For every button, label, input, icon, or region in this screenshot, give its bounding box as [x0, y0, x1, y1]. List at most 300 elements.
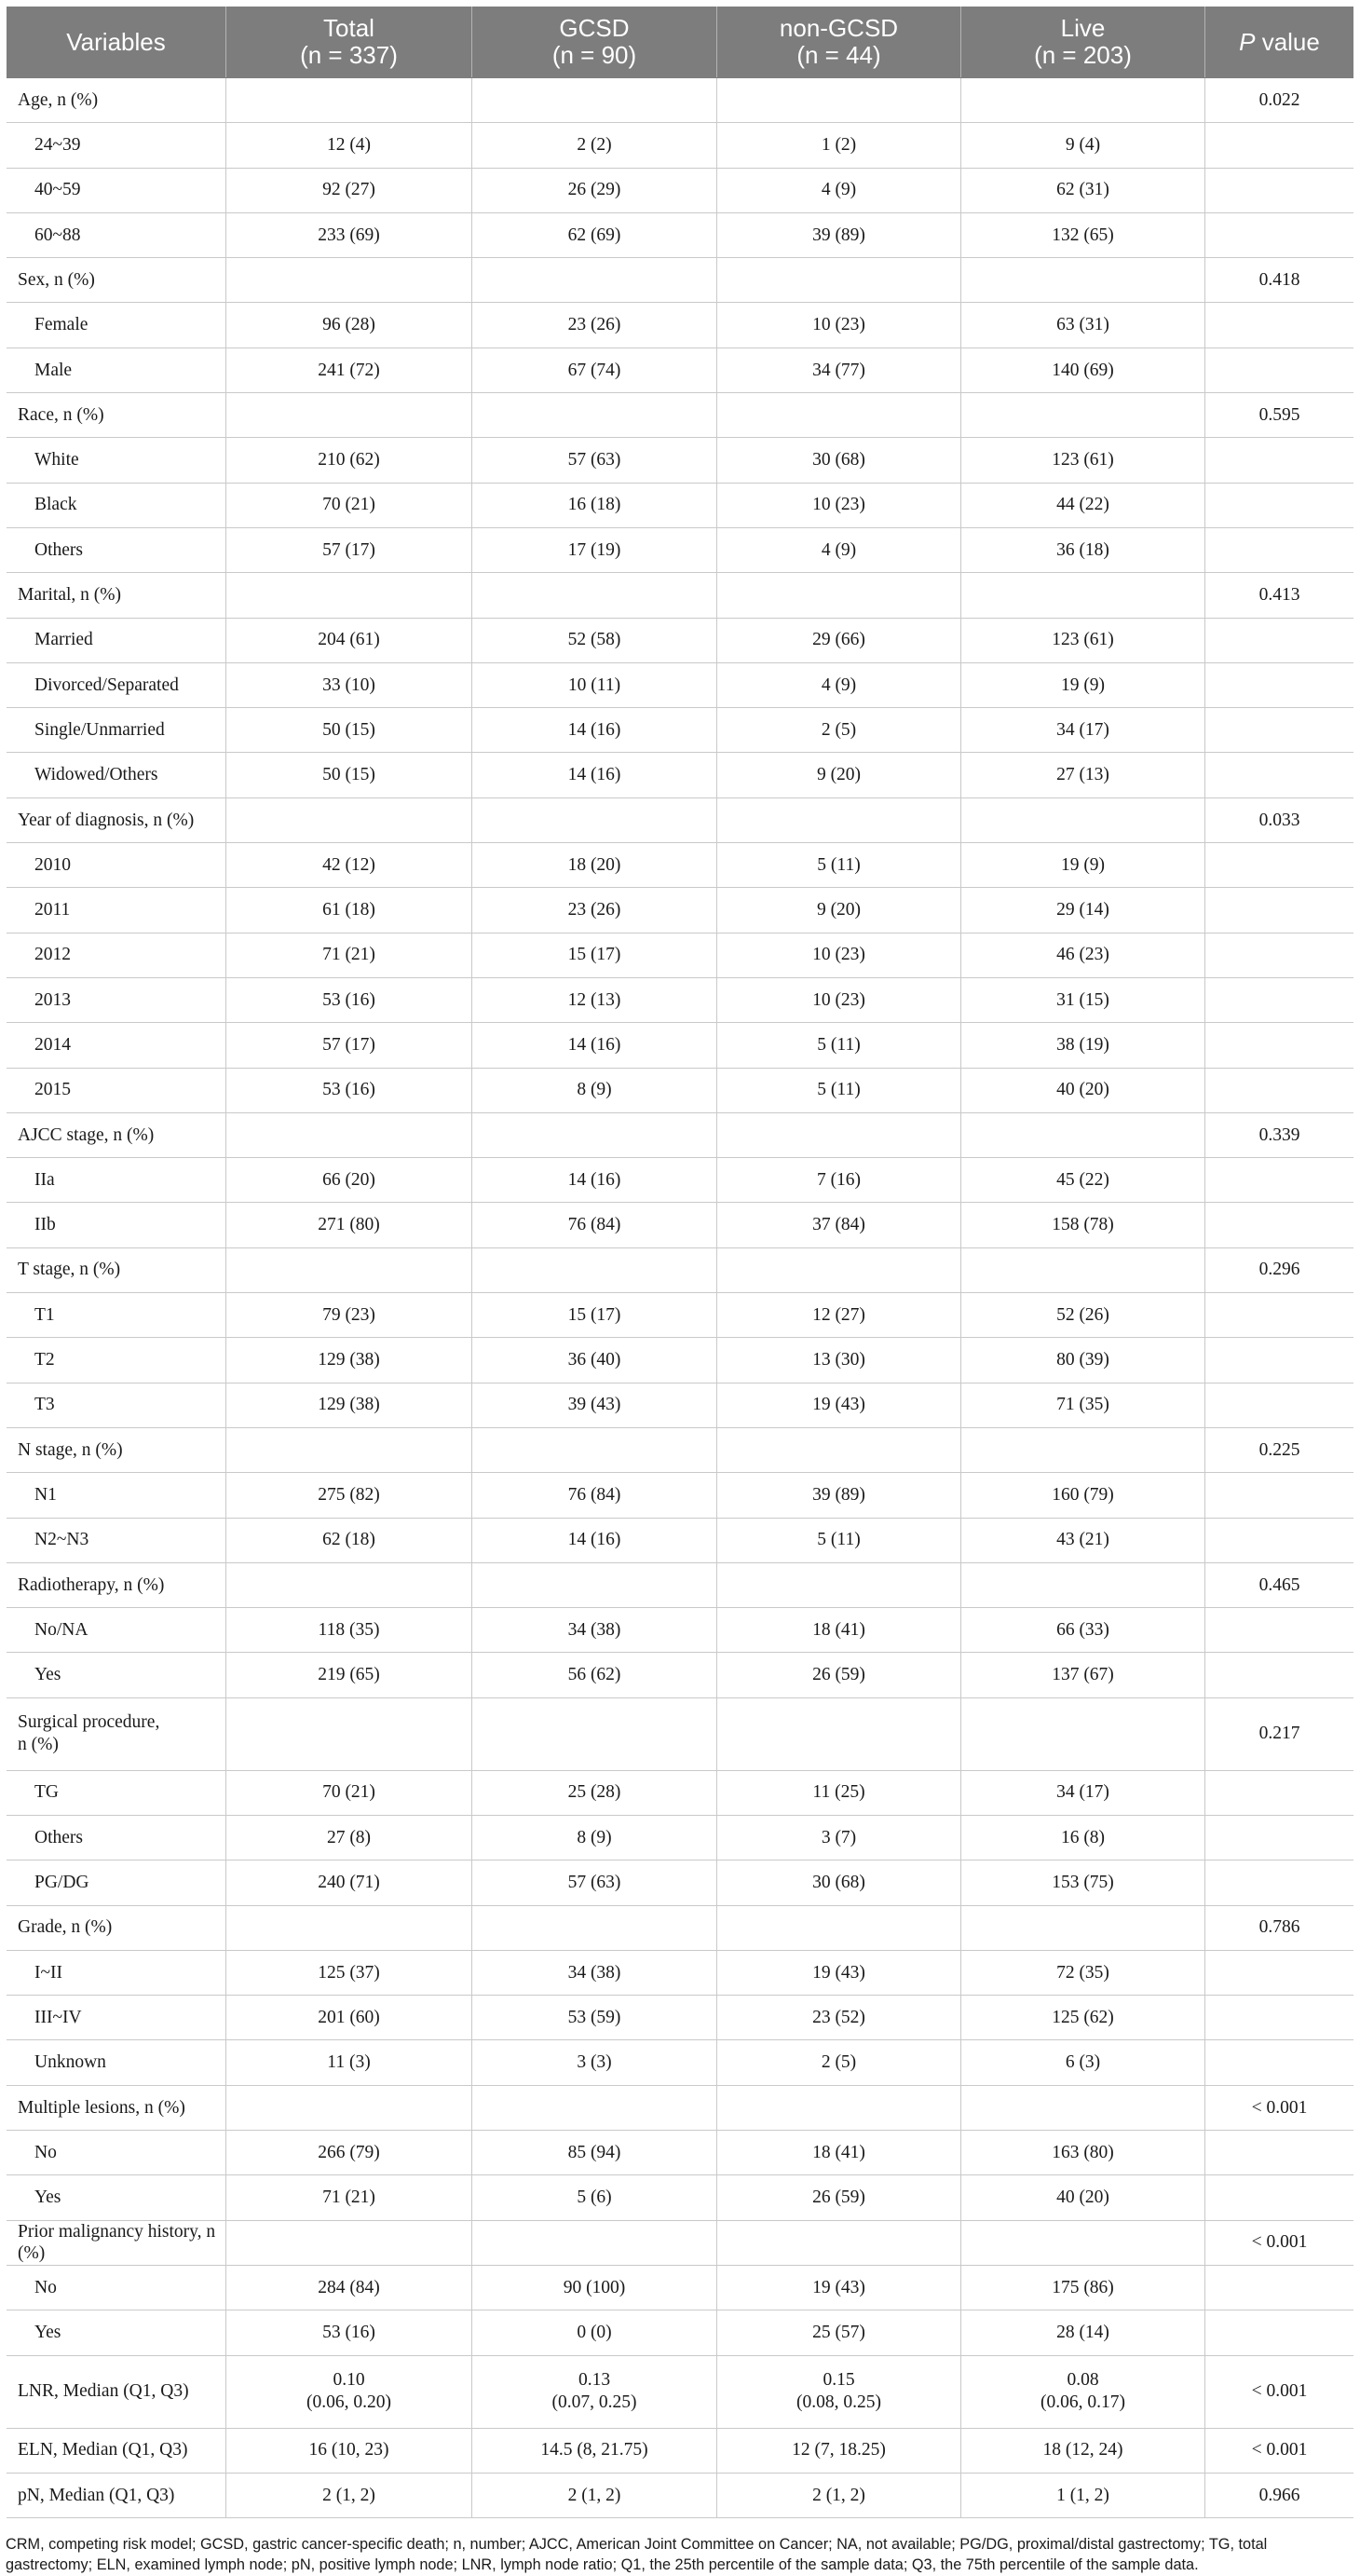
cell-p-value: [1205, 2266, 1353, 2310]
table-row: [7, 2429, 1353, 2474]
cell-p-value: [1205, 1203, 1353, 1247]
cell-non-gcsd: 12 (7, 18.25): [717, 2429, 961, 2473]
cell-gcsd: 12 (13): [472, 978, 717, 1022]
cell-gcsd: [472, 798, 717, 842]
cell-non-gcsd: 12 (27): [717, 1293, 961, 1337]
cell-p-value: 0.339: [1258, 1124, 1300, 1145]
header-variables: Variables: [7, 7, 226, 77]
cell-total: 240 (71): [226, 1860, 472, 1904]
cell-non-gcsd: 10 (23): [717, 978, 961, 1022]
cell-live: 123 (61): [961, 438, 1205, 482]
cell-p-value: 0.217: [1258, 1724, 1300, 1744]
cell-live: 72 (35): [961, 1951, 1205, 1995]
baseline-characteristics-table: [7, 7, 1353, 2518]
cell-variable: Age, n (%): [7, 78, 226, 122]
table-row: [7, 1069, 1353, 1113]
cell-non-gcsd: 7 (16): [717, 1158, 961, 1202]
cell-gcsd: [472, 1428, 717, 1472]
cell-non-gcsd: 2 (5): [717, 708, 961, 752]
table-row: [7, 123, 1353, 168]
cell-p-value: [1205, 348, 1353, 392]
cell-variable: 40~59: [7, 169, 226, 212]
cell-variable: Race, n (%): [7, 393, 226, 437]
cell-live: 80 (39): [961, 1338, 1205, 1382]
cell-variable: Yes: [7, 1653, 226, 1697]
cell-p-value: [1205, 1608, 1353, 1652]
cell-non-gcsd: 11 (25): [717, 1771, 961, 1815]
cell-p-value: < 0.001: [1251, 2381, 1308, 2402]
cell-p-value: [1205, 1771, 1353, 1815]
cell-variable: 2014: [7, 1023, 226, 1067]
cell-p-value: [1205, 528, 1353, 572]
cell-gcsd: 8 (9): [472, 1069, 717, 1112]
cell-variable: PG/DG: [7, 1860, 226, 1904]
cell-total: 57 (17): [226, 1023, 472, 1067]
cell-live: 175 (86): [961, 2266, 1205, 2310]
cell-gcsd: 23 (26): [472, 888, 717, 932]
cell-gcsd: [472, 1698, 717, 1770]
cell-gcsd: 0.13 (0.07, 0.25): [472, 2356, 717, 2428]
cell-gcsd: 2 (2): [472, 123, 717, 167]
cell-live: 71 (35): [961, 1383, 1205, 1427]
cell-non-gcsd: 10 (23): [717, 934, 961, 977]
cell-live: 29 (14): [961, 888, 1205, 932]
cell-total: 53 (16): [226, 2310, 472, 2354]
cell-total: [226, 393, 472, 437]
cell-variable: 2010: [7, 843, 226, 887]
cell-variable: 24~39: [7, 123, 226, 167]
cell-variable: TG: [7, 1771, 226, 1815]
cell-live: 19 (9): [961, 663, 1205, 707]
cell-total: 53 (16): [226, 1069, 472, 1112]
table-header-row: [7, 7, 1353, 78]
cell-non-gcsd: 18 (41): [717, 1608, 961, 1652]
cell-gcsd: 56 (62): [472, 1653, 717, 1697]
table-row: [7, 1996, 1353, 2040]
cell-gcsd: 36 (40): [472, 1338, 717, 1382]
cell-gcsd: 2 (1, 2): [472, 2474, 717, 2517]
cell-live: 31 (15): [961, 978, 1205, 1022]
cell-live: 36 (18): [961, 528, 1205, 572]
cell-variable: Single/Unmarried: [7, 708, 226, 752]
cell-variable: Multiple lesions, n (%): [7, 2086, 226, 2130]
table-row: [7, 1293, 1353, 1338]
cell-gcsd: 8 (9): [472, 1816, 717, 1860]
table-row: [7, 1203, 1353, 1247]
cell-p-value: 0.225: [1258, 1439, 1300, 1460]
table-group-row: [7, 393, 1353, 438]
cell-gcsd: 14 (16): [472, 753, 717, 797]
table-row: [7, 1771, 1353, 1816]
cell-total: 50 (15): [226, 708, 472, 752]
table-row: [7, 303, 1353, 348]
cell-p-value: [1205, 1023, 1353, 1067]
table-group-row: [7, 2221, 1353, 2266]
cell-total: [226, 258, 472, 302]
cell-live: 123 (61): [961, 619, 1205, 662]
cell-non-gcsd: 4 (9): [717, 663, 961, 707]
cell-live: [961, 78, 1205, 122]
table-group-row: [7, 78, 1353, 123]
cell-gcsd: 62 (69): [472, 213, 717, 257]
table-row: [7, 2356, 1353, 2429]
cell-p-value: [1205, 303, 1353, 347]
cell-gcsd: [472, 1563, 717, 1607]
cell-total: 16 (10, 23): [226, 2429, 472, 2473]
cell-gcsd: 15 (17): [472, 1293, 717, 1337]
cell-p-value: [1205, 169, 1353, 212]
cell-non-gcsd: [717, 2086, 961, 2130]
cell-non-gcsd: [717, 1248, 961, 1292]
cell-non-gcsd: 13 (30): [717, 1338, 961, 1382]
cell-total: 210 (62): [226, 438, 472, 482]
cell-live: [961, 1563, 1205, 1607]
cell-live: 66 (33): [961, 1608, 1205, 1652]
cell-non-gcsd: 26 (59): [717, 2175, 961, 2219]
cell-total: 53 (16): [226, 978, 472, 1022]
cell-gcsd: 0 (0): [472, 2310, 717, 2354]
table-row: [7, 2266, 1353, 2310]
cell-non-gcsd: 5 (11): [717, 1069, 961, 1112]
cell-non-gcsd: 0.15 (0.08, 0.25): [717, 2356, 961, 2428]
cell-total: [226, 1698, 472, 1770]
cell-non-gcsd: 2 (1, 2): [717, 2474, 961, 2517]
cell-total: [226, 1428, 472, 1472]
cell-non-gcsd: 19 (43): [717, 2266, 961, 2310]
cell-non-gcsd: 9 (20): [717, 753, 961, 797]
table-row: [7, 663, 1353, 708]
table-row: [7, 1023, 1353, 1068]
cell-variable: Male: [7, 348, 226, 392]
table-row: [7, 2310, 1353, 2355]
cell-live: 160 (79): [961, 1473, 1205, 1517]
header-non-gcsd: non-GCSD (n = 44): [717, 7, 961, 77]
cell-non-gcsd: [717, 393, 961, 437]
table-body: [7, 78, 1353, 2518]
table-group-row: [7, 573, 1353, 618]
cell-variable: Yes: [7, 2175, 226, 2219]
cell-non-gcsd: 19 (43): [717, 1951, 961, 1995]
table-row: [7, 978, 1353, 1023]
cell-live: 27 (13): [961, 753, 1205, 797]
cell-live: 140 (69): [961, 348, 1205, 392]
cell-non-gcsd: [717, 1906, 961, 1950]
cell-variable: Others: [7, 528, 226, 572]
table-row: [7, 2474, 1353, 2518]
cell-variable: Year of diagnosis, n (%): [7, 798, 226, 842]
cell-total: 2 (1, 2): [226, 2474, 472, 2517]
table-group-row: [7, 1113, 1353, 1158]
table-row: [7, 934, 1353, 978]
cell-variable: 2015: [7, 1069, 226, 1112]
cell-p-value: [1205, 438, 1353, 482]
cell-total: 233 (69): [226, 213, 472, 257]
cell-live: 40 (20): [961, 2175, 1205, 2219]
cell-total: [226, 1113, 472, 1157]
cell-total: 284 (84): [226, 2266, 472, 2310]
cell-gcsd: 90 (100): [472, 2266, 717, 2310]
cell-total: 125 (37): [226, 1951, 472, 1995]
cell-p-value: [1205, 619, 1353, 662]
cell-live: [961, 393, 1205, 437]
cell-gcsd: 14 (16): [472, 1519, 717, 1562]
cell-variable: Prior malignancy history, n (%): [7, 2221, 226, 2265]
table-group-row: [7, 1906, 1353, 1951]
cell-non-gcsd: 26 (59): [717, 1653, 961, 1697]
cell-total: 70 (21): [226, 1771, 472, 1815]
cell-p-value: [1205, 1383, 1353, 1427]
cell-live: [961, 1428, 1205, 1472]
cell-gcsd: 53 (59): [472, 1996, 717, 2039]
cell-variable: T stage, n (%): [7, 1248, 226, 1292]
cell-live: 0.08 (0.06, 0.17): [961, 2356, 1205, 2428]
cell-non-gcsd: 5 (11): [717, 1023, 961, 1067]
cell-p-value: [1205, 843, 1353, 887]
cell-live: 132 (65): [961, 213, 1205, 257]
cell-p-value: [1205, 1653, 1353, 1697]
cell-gcsd: [472, 2221, 717, 2265]
cell-variable: No: [7, 2131, 226, 2174]
cell-p-value: [1205, 213, 1353, 257]
cell-gcsd: 10 (11): [472, 663, 717, 707]
cell-non-gcsd: 29 (66): [717, 619, 961, 662]
cell-p-value: [1205, 2175, 1353, 2219]
cell-gcsd: 34 (38): [472, 1608, 717, 1652]
cell-total: 92 (27): [226, 169, 472, 212]
cell-non-gcsd: [717, 573, 961, 617]
cell-non-gcsd: 4 (9): [717, 169, 961, 212]
cell-total: 70 (21): [226, 484, 472, 527]
cell-p-value: 0.966: [1258, 2485, 1300, 2505]
cell-variable: LNR, Median (Q1, Q3): [7, 2356, 226, 2428]
cell-live: [961, 1698, 1205, 1770]
cell-variable: T3: [7, 1383, 226, 1427]
cell-gcsd: 76 (84): [472, 1473, 717, 1517]
cell-total: 275 (82): [226, 1473, 472, 1517]
table-row: [7, 2175, 1353, 2220]
cell-total: 50 (15): [226, 753, 472, 797]
cell-p-value: [1205, 1473, 1353, 1517]
cell-variable: IIb: [7, 1203, 226, 1247]
table-group-row: [7, 2086, 1353, 2131]
table-row: [7, 438, 1353, 483]
cell-p-value: [1205, 1338, 1353, 1382]
cell-non-gcsd: 10 (23): [717, 484, 961, 527]
cell-total: 12 (4): [226, 123, 472, 167]
cell-total: 0.10 (0.06, 0.20): [226, 2356, 472, 2428]
cell-total: 118 (35): [226, 1608, 472, 1652]
table-row: [7, 1158, 1353, 1203]
cell-live: 52 (26): [961, 1293, 1205, 1337]
cell-variable: Grade, n (%): [7, 1906, 226, 1950]
cell-total: 266 (79): [226, 2131, 472, 2174]
table-row: [7, 169, 1353, 213]
cell-non-gcsd: 3 (7): [717, 1816, 961, 1860]
cell-live: [961, 2221, 1205, 2265]
cell-gcsd: 18 (20): [472, 843, 717, 887]
cell-total: [226, 798, 472, 842]
cell-gcsd: [472, 573, 717, 617]
cell-p-value: [1205, 2310, 1353, 2354]
table-footnote: CRM, competing risk model; GCSD, gastric cancer-specific death; n, number; AJCC, American Joint Committee on Cancer; NA, not available; PG/DG, proximal/distal gastrectomy; TG, total gastrectomy; ELN, examined lymph node; pN, positive lymph node; LNR, lymph node ratio; Q1, the 25th percentile of the sample data; Q3, the 75th percentile of the sample data.: [6, 2536, 1268, 2573]
cell-gcsd: 14 (16): [472, 1158, 717, 1202]
cell-live: [961, 798, 1205, 842]
table-row: [7, 708, 1353, 753]
table-row: [7, 1951, 1353, 1996]
table-group-row: [7, 1563, 1353, 1608]
cell-live: 28 (14): [961, 2310, 1205, 2354]
cell-p-value: [1205, 1519, 1353, 1562]
cell-p-value: 0.465: [1258, 1574, 1300, 1595]
cell-variable: pN, Median (Q1, Q3): [7, 2474, 226, 2517]
table-row: [7, 1816, 1353, 1860]
cell-live: 153 (75): [961, 1860, 1205, 1904]
cell-variable: Married: [7, 619, 226, 662]
table-row: [7, 1653, 1353, 1697]
cell-total: [226, 573, 472, 617]
cell-gcsd: [472, 393, 717, 437]
cell-variable: N1: [7, 1473, 226, 1517]
cell-live: 1 (1, 2): [961, 2474, 1205, 2517]
table-row: [7, 1473, 1353, 1518]
cell-p-value: 0.595: [1258, 404, 1300, 425]
cell-live: 158 (78): [961, 1203, 1205, 1247]
table-row: [7, 528, 1353, 573]
cell-p-value: [1205, 708, 1353, 752]
cell-variable: Widowed/Others: [7, 753, 226, 797]
cell-p-value: [1205, 1816, 1353, 1860]
cell-variable: Divorced/Separated: [7, 663, 226, 707]
cell-p-value: [1205, 484, 1353, 527]
cell-variable: III~IV: [7, 1996, 226, 2039]
table-row: [7, 619, 1353, 663]
header-p-value: [1205, 7, 1353, 77]
cell-live: 16 (8): [961, 1816, 1205, 1860]
cell-variable: Sex, n (%): [7, 258, 226, 302]
cell-non-gcsd: [717, 258, 961, 302]
cell-variable: T1: [7, 1293, 226, 1337]
cell-p-value: [1205, 2131, 1353, 2174]
table-row: [7, 484, 1353, 528]
cell-gcsd: 15 (17): [472, 934, 717, 977]
cell-gcsd: 16 (18): [472, 484, 717, 527]
cell-non-gcsd: 9 (20): [717, 888, 961, 932]
cell-p-value: < 0.001: [1251, 2232, 1308, 2253]
cell-total: 27 (8): [226, 1816, 472, 1860]
cell-non-gcsd: [717, 1113, 961, 1157]
cell-p-value: [1205, 2040, 1353, 2084]
cell-total: 33 (10): [226, 663, 472, 707]
cell-live: 9 (4): [961, 123, 1205, 167]
cell-p-value: [1205, 663, 1353, 707]
table-row: [7, 213, 1353, 258]
cell-variable: No: [7, 2266, 226, 2310]
cell-variable: I~II: [7, 1951, 226, 1995]
cell-variable: ELN, Median (Q1, Q3): [7, 2429, 226, 2473]
cell-p-value: 0.296: [1258, 1260, 1300, 1280]
cell-live: [961, 1113, 1205, 1157]
cell-non-gcsd: 23 (52): [717, 1996, 961, 2039]
header-p-rest: value: [1255, 27, 1320, 56]
cell-live: 44 (22): [961, 484, 1205, 527]
cell-total: 66 (20): [226, 1158, 472, 1202]
cell-gcsd: 76 (84): [472, 1203, 717, 1247]
cell-total: 201 (60): [226, 1996, 472, 2039]
table-group-row: [7, 258, 1353, 303]
cell-gcsd: 14 (16): [472, 1023, 717, 1067]
cell-variable: Female: [7, 303, 226, 347]
cell-non-gcsd: 34 (77): [717, 348, 961, 392]
cell-p-value: 0.786: [1258, 1917, 1300, 1938]
cell-gcsd: 57 (63): [472, 438, 717, 482]
cell-live: [961, 1906, 1205, 1950]
cell-total: [226, 78, 472, 122]
cell-p-value: 0.413: [1258, 585, 1300, 606]
cell-variable: 2011: [7, 888, 226, 932]
cell-live: 18 (12, 24): [961, 2429, 1205, 2473]
cell-p-value: [1205, 1996, 1353, 2039]
cell-total: 96 (28): [226, 303, 472, 347]
cell-live: 6 (3): [961, 2040, 1205, 2084]
table-row: [7, 1383, 1353, 1428]
table-row: [7, 753, 1353, 797]
cell-live: 125 (62): [961, 1996, 1205, 2039]
cell-total: 129 (38): [226, 1338, 472, 1382]
cell-live: 137 (67): [961, 1653, 1205, 1697]
cell-live: [961, 2086, 1205, 2130]
cell-p-value: [1205, 123, 1353, 167]
table-group-row: [7, 1248, 1353, 1293]
cell-gcsd: 5 (6): [472, 2175, 717, 2219]
cell-gcsd: 57 (63): [472, 1860, 717, 1904]
cell-live: 63 (31): [961, 303, 1205, 347]
cell-total: 62 (18): [226, 1519, 472, 1562]
cell-variable: Black: [7, 484, 226, 527]
cell-live: 163 (80): [961, 2131, 1205, 2174]
header-p-italic: P: [1239, 27, 1256, 56]
table-group-row: [7, 1698, 1353, 1771]
cell-total: [226, 2221, 472, 2265]
cell-variable: Marital, n (%): [7, 573, 226, 617]
cell-gcsd: [472, 78, 717, 122]
header-live: Live (n = 203): [961, 7, 1205, 77]
cell-live: 45 (22): [961, 1158, 1205, 1202]
table-group-row: [7, 1428, 1353, 1473]
cell-non-gcsd: 5 (11): [717, 843, 961, 887]
cell-gcsd: 67 (74): [472, 348, 717, 392]
cell-total: 79 (23): [226, 1293, 472, 1337]
cell-p-value: 0.022: [1258, 89, 1300, 110]
cell-live: 40 (20): [961, 1069, 1205, 1112]
cell-non-gcsd: 30 (68): [717, 438, 961, 482]
header-total: Total (n = 337): [226, 7, 472, 77]
table-row: [7, 348, 1353, 393]
cell-non-gcsd: [717, 1698, 961, 1770]
cell-non-gcsd: 25 (57): [717, 2310, 961, 2354]
cell-live: 43 (21): [961, 1519, 1205, 1562]
cell-total: [226, 1906, 472, 1950]
cell-p-value: [1205, 978, 1353, 1022]
cell-p-value: < 0.001: [1251, 2440, 1308, 2460]
cell-non-gcsd: 10 (23): [717, 303, 961, 347]
cell-variable: White: [7, 438, 226, 482]
cell-non-gcsd: 30 (68): [717, 1860, 961, 1904]
cell-non-gcsd: [717, 78, 961, 122]
cell-p-value: [1205, 1069, 1353, 1112]
cell-non-gcsd: 39 (89): [717, 213, 961, 257]
cell-p-value: [1205, 934, 1353, 977]
cell-total: 71 (21): [226, 934, 472, 977]
